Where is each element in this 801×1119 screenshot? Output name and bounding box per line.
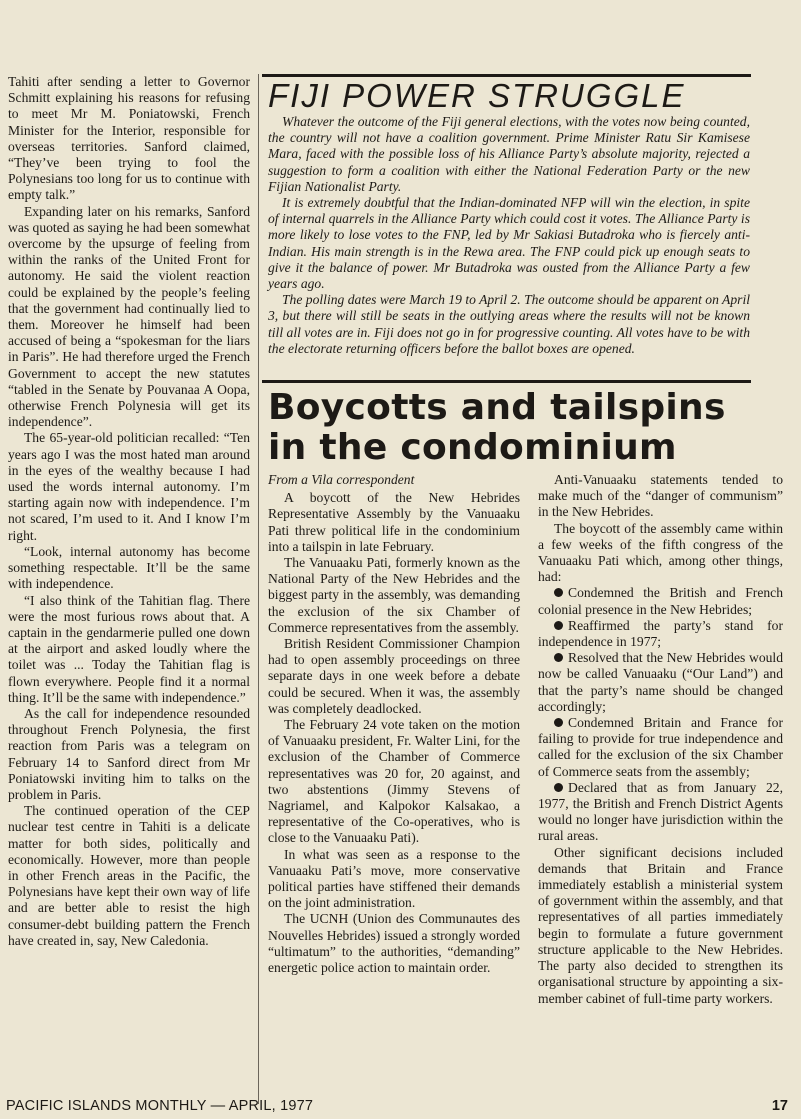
bullet-text: Condemned the British and French colonial presence in the New Hebrides; [538,585,783,617]
bullet-text: Reaffirmed the party’s stand for independence in 1977; [538,617,783,650]
fiji-article-body [268,114,750,357]
boycott-paragraph: The boycott of the assembly came within a few weeks of the fifth congress of the Vanuaaku Pati which, among other things, had: [538,520,783,585]
bullet-text: Resolved that the New Hebrides would now be called Vanuaaku (“Our Land”) and that the party’s name should be changed accordingly; [538,650,783,714]
left-paragraph: The 65-year-old politician recalled: “Ten years ago I was the most hated man around in the eyes of the wealthy because I had used the words internal autonomy. I’m starting again now with independence. I’m not scared, I’m used to it. And I know I’m right. [8,430,250,543]
fiji-paragraph: It is extremely doubtful that the Indian-dominated NFP will win the election, in spite of internal quarrels in the Alliance Party which could cost it votes. The Alliance Party is more likely to lose votes to the FNP, led by Mr Sakiasi Butadroka who is fiercely anti-Indian. His main strength is in the Rewa area. The FNP could pick up enough seats to give it the balance of power. Mr Butadroka was ousted from the Alliance Party a few years ago. [268,195,750,292]
bullet-item [538,618,783,650]
left-paragraph: “Look, internal autonomy has become something respectable. It’ll be the same with independence. [8,543,250,592]
page-footer [6,1098,796,1118]
fiji-paragraph: Whatever the outcome of the Fiji general elections, with the votes now being counted, the country will not have a coalition government. Prime Minister Ratu Sir Kamisese Mara, faced with the possible loss of his Alliance Party’s absolute majority, rejected a suggestion to form a coalition with either the National Federation Party or the new Fijian Nationalist Party. [268,114,750,194]
byline: From a Vila correspondent [268,472,415,487]
left-paragraph: The continued operation of the CEP nuclear test centre in Tahiti is a delicate matter for both sides, politically and economically. However, more than people in other French areas in the Pacific, the Polynesians have kept their own way of life and are better able to resist the high consumer-debt building pattern the French have created in, say, New Caledonia. [8,803,250,948]
boycott-paragraph: The UCNH (Union des Communautes des Nouvelles Hebrides) issued a strongly worded “ultimatum” to the authorities, “demanding” energetic police action to maintain order. [268,911,520,976]
boycott-headline [268,388,748,468]
bullet-item [538,650,783,715]
boycott-paragraph: British Resident Commissioner Champion had to open assembly proceedings on three separate days in one week before a debate could be secured. When it was, the assembly was completely deadlocked. [268,636,520,716]
boycott-paragraph: The February 24 vote taken on the motion of Vanuaaku president, Fr. Walter Lini, for the exclusion of the Chamber of Commerce representatives was 20 for, 20 against, and two abstentions (Jimmy Stevens of Nagriamel, and Kalpokor Kalsakao, a representative of the Co-operatives, who is close to the Vanuaaku Pati). [268,717,520,846]
boycott-middle-column [268,472,520,976]
left-paragraph: “I also think of the Tahitian flag. There were the most furious rows about that. A captain in the gendarmerie pulled one down at the airport and asked loudly where the toilet was ... Today the Tahitian flag is flown everywhere. People find it a normal thing. It’ll be the same with independence.” [8,592,250,705]
bullet-icon [554,783,563,792]
boycott-paragraph: A boycott of the New Hebrides Representative Assembly by the Vanuaaku Pati threw political life in the condominium into a tailspin in late February. [268,490,520,554]
bullet-icon [554,621,563,630]
bullet-item [538,780,783,845]
left-paragraph: As the call for independence resounded throughout French Polynesia, the first reaction from Paris was a telegram on February 14 to Sanford direct from Mr Poniatowski inviting him to talks on the problem in Paris. [8,705,250,802]
boycott-paragraph: Other significant decisions included demands that Britain and France immediately establish a ministerial system of government within the assembly, and that representatives of all parties immediately begin to formulate a future government structure applicable to the New Hebrides. The party also decided to strengthen its organisational structure by appointing a six-member cabinet of full-time party workers. [538,844,783,1006]
boycott-headline-line1: Boycotts and tailspins [268,387,726,428]
fiji-headline: FIJI POWER STRUGGLE [268,77,686,114]
bullet-icon [554,588,563,597]
bullet-icon [554,653,563,662]
boycott-paragraph: The Vanuaaku Pati, formerly known as the National Party of the New Hebrides and the biggest party in the assembly, was demanding the exclusion of the six Chamber of Commerce representatives from the assembly. [268,555,520,635]
bullet-icon [554,718,563,727]
bullet-item [538,585,783,617]
bullet-item [538,715,783,780]
boycott-paragraph: In what was seen as a response to the Vanuaaku Pati’s move, more conservative political parties have stiffened their demands on the joint administration. [268,846,520,911]
bullet-text: Condemned Britain and France for failing to provide for true independence and called for the exclusion of the six Chamber of Commerce seats from the assembly; [538,715,783,779]
fiji-bottom-rule [262,380,751,383]
boycott-right-column [538,472,783,1007]
boycott-headline-line2: in the condominium [268,427,677,468]
left-paragraph: Expanding later on his remarks, Sanford was quoted as saying he had been somewhat overcome by the upsurge of feeling from within the ranks of the United Front for autonomy. He said the violent reaction could be explained by the people’s feeling that the government had continually lied to them. Moreover he himself had been accused of being a “spokesman for the liars in Paris”. He had therefore urged the French Government to accept the new statutes “tabled in the Senate by Pouvanaa A Oopa, otherwise French Polynesia will get its independence”. [8,203,250,430]
left-column [8,74,250,949]
left-paragraph: Tahiti after sending a letter to Governor Schmitt explaining his reasons for refusing to meet Mr M. Poniatowski, French Minister for the Interior, responsible for overseas territories. Sanford claimed, “They’ve been trying to fool the Polynesians too long for us to continue with empty talk.” [8,74,250,203]
column-divider [258,74,259,1104]
boycott-paragraph: Anti-Vanuaaku statements tended to make much of the “danger of communism” in the New Hebrides. [538,472,783,520]
page-number: 17 [771,1098,788,1114]
bullet-text: Declared that as from January 22, 1977, the British and French District Agents would no longer have jurisdiction within the rural areas. [538,779,783,844]
footer-title: PACIFIC ISLANDS MONTHLY — APRIL, 1977 [6,1098,314,1114]
fiji-paragraph: The polling dates were March 19 to April 2. The outcome should be apparent on April 3, but there will still be seats in the outlying areas where the results will not be known till all votes are in. Fiji does not go in for progressive counting. All votes have to be with the electorate returning officers before the ballot boxes are opened. [268,292,750,356]
